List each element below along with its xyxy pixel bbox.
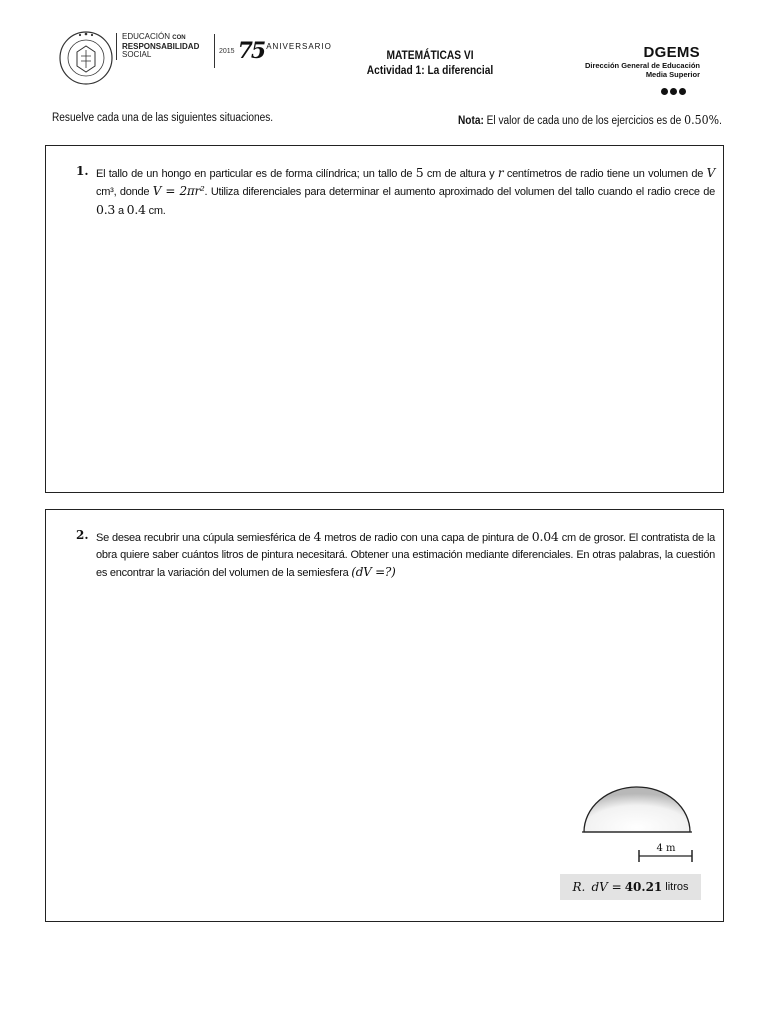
- problem-1: [76, 164, 715, 220]
- subject-title: MATEMÁTICAS VI: [386, 48, 474, 62]
- slogan-line-responsabilidad: RESPONSABILIDAD: [122, 41, 200, 51]
- math-height: 5: [415, 165, 424, 180]
- org-acronym: DGEMS: [643, 44, 700, 61]
- anniversary-word: ANIVERSARIO: [266, 41, 332, 51]
- answer-expression: dV =: [591, 880, 622, 894]
- slogan-word-con: CON: [172, 35, 186, 41]
- statement-text: El tallo de un hongo en particular es de forma cilíndrica; un tallo de: [96, 168, 416, 180]
- note-text: El valor de cada uno de los ejercicios es de: [483, 115, 685, 127]
- org-name-line2: Media Superior: [645, 70, 700, 79]
- math-radius-end: 0.4: [126, 202, 146, 217]
- activity-title: Actividad 1: La diferencial: [366, 63, 494, 77]
- slogan-line-social: SOCIAL: [122, 50, 152, 59]
- statement-text: cm³, donde: [96, 186, 153, 198]
- institution-slogan: [116, 33, 222, 60]
- math-dv: (dV =?): [351, 565, 396, 579]
- answer-unit: litros: [665, 881, 689, 893]
- answer-prefix: R.: [572, 880, 586, 894]
- hemisphere-figure: [576, 772, 706, 872]
- statement-text: cm de grosor. El contratista de la obra quiere saber cuántos litros de pintura necesitará. Obtener una estimación mediante diferenciales. En otras palabras, la cuestión es encontrar la variación del volumen de la semiesfera: [96, 532, 716, 579]
- problem-number: 2.: [76, 528, 89, 542]
- anniversary-number: 75: [237, 38, 265, 64]
- note-end: .: [719, 115, 722, 127]
- problem-statement: [96, 528, 715, 582]
- dots-icon: [659, 82, 686, 100]
- problem-2-box: [45, 509, 724, 922]
- math-thickness: 0.04: [531, 529, 559, 544]
- anniversary-logo: [214, 34, 332, 68]
- note-label: Nota:: [458, 115, 484, 127]
- problem-number: 1.: [76, 164, 89, 178]
- math-radius: 4: [313, 529, 322, 544]
- problem-statement: [96, 164, 715, 220]
- hemisphere-dome: [584, 787, 690, 832]
- statement-text: Se desea recubrir una cúpula semiesférica de: [96, 532, 314, 544]
- statement-text: a: [115, 205, 127, 217]
- statement-text: . Utiliza diferenciales para determinar el aumento aproximado del volumen del tallo cuando el radio crece de: [204, 186, 715, 198]
- problem-1-box: [45, 145, 724, 493]
- math-formula: V = 2πr²: [152, 184, 205, 198]
- statement-text: metros de radio con una capa de pintura de: [321, 532, 532, 544]
- university-seal-icon: [58, 30, 114, 86]
- problem-2: [76, 528, 715, 582]
- math-volume: V: [706, 166, 715, 180]
- math-radius: r: [497, 166, 504, 180]
- instructions-text: Resuelve cada una de las siguientes situaciones.: [52, 112, 274, 124]
- math-radius-start: 0.3: [96, 202, 116, 217]
- statement-text: cm.: [145, 205, 166, 217]
- grading-note: [458, 112, 722, 127]
- answer-value: 40.21: [624, 880, 663, 894]
- radius-label: 4 m: [656, 843, 676, 854]
- anniversary-year: 2015: [219, 47, 235, 55]
- note-value: 0.50%: [684, 112, 720, 127]
- page-header: [0, 0, 768, 100]
- document-title: [335, 48, 525, 77]
- org-name-line1: Dirección General de Educación: [584, 61, 700, 70]
- dgems-logo: [560, 44, 700, 79]
- statement-text: cm de altura y: [423, 168, 498, 180]
- statement-text: centímetros de radio tiene un volumen de: [503, 168, 707, 180]
- answer-box: [560, 874, 701, 900]
- slogan-word-education: EDUCACIÓN: [122, 32, 171, 41]
